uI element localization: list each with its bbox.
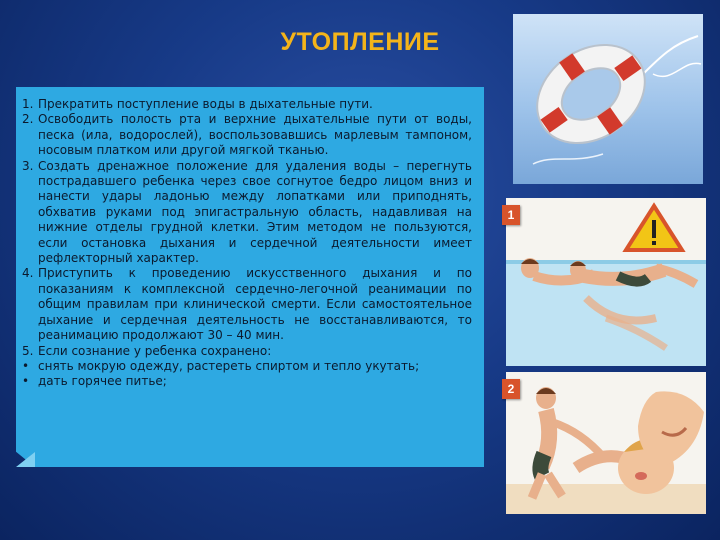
step-number: 3. [22,158,34,173]
step-item [22,266,472,343]
step-text: Создать дренажное положение для удаления воды – перегнуть пострадавшего ребенка через свое согнутое бедро лицом вниз и нанести удары ладонью между лопатками или приподнять, обхватив руками под эпигастральную область, надавливая на нижние отделы грудной клетки. Этим методом не пользуются, если остановка дыхания и сердечной деятельности имеет рефлекторный характер. [38,158,472,266]
panel-page-curl [16,452,35,467]
lifebuoy-photo [513,14,703,184]
step-number: 4. [22,266,34,281]
instructions-list [22,97,472,390]
bullet-mark: • [22,374,30,389]
lifebuoy-icon [513,14,703,184]
bullet-text: снять мокрую одежду, растереть спиртом и тепло укутать; [38,358,420,373]
step-text: Освободить полость рта и верхние дыхательные пути от воды, песка (ила, водорослей), воспользовавшись марлевым тампоном, носовым платком или другой мягкой тканью. [38,112,472,158]
bullet-text: дать горячее питье; [38,374,167,389]
step-text: Приступить к проведению искусственного дыхания и по показаниям к комплексной сердечно-легочной реанимации по общим правилам при клинической смерти. Если самостоятельное дыхание и сердечная деятельность не восстанавливаются, то реанимацию продолжают 30 – 40 мин. [38,266,472,343]
slide-title: УТОПЛЕНИЕ [280,28,440,56]
step-item [22,344,472,359]
step-number: 5. [22,343,34,358]
step-number: 1. [22,97,34,111]
step-item [22,112,472,158]
figure-badge-1: 1 [502,205,520,225]
step-text: Прекратить поступление воды в дыхательные пути. [38,97,373,111]
step-text: Если сознание у ребенка сохранено: [38,343,272,358]
step-number: 2. [22,112,34,127]
warning-icon [626,206,682,250]
step-item [22,159,472,267]
bullet-item [22,359,472,374]
step-item [22,97,472,112]
rescue-illustration-2 [506,372,706,514]
bullet-mark: • [22,358,30,373]
rescue-illustration-1 [506,198,706,366]
figure-badge-2: 2 [502,379,520,399]
bullet-item [22,374,472,389]
